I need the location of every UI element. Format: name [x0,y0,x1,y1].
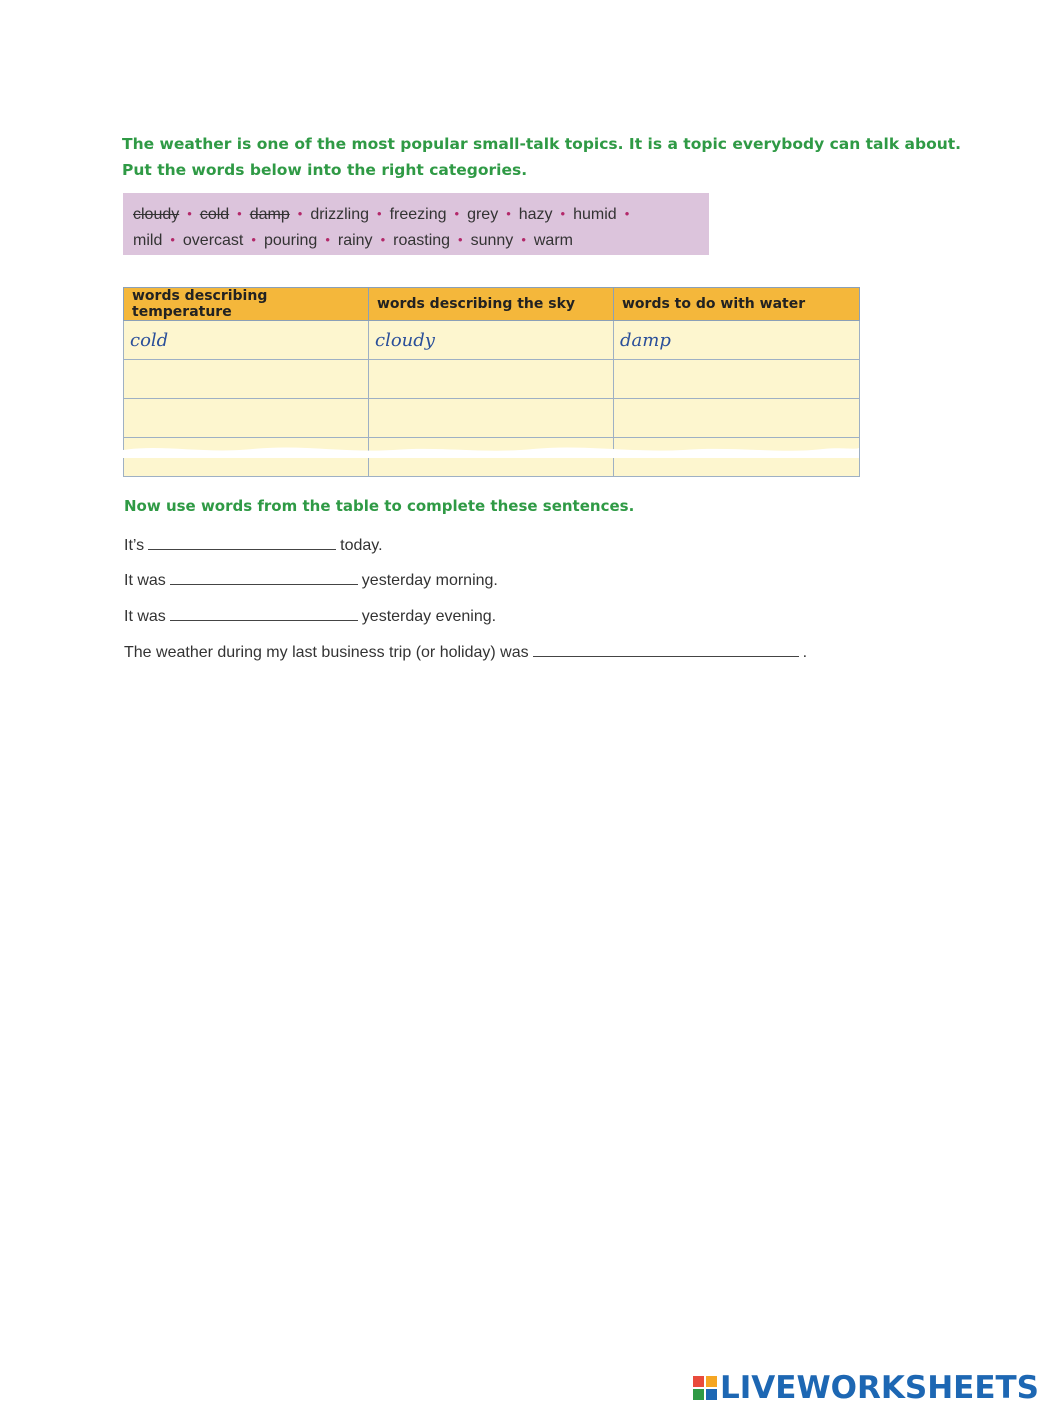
answer-blank-2[interactable] [170,570,358,585]
liveworksheets-logo [693,1372,1039,1404]
torn-edge [123,444,859,458]
sentence-1 [124,535,383,555]
sentence-3 [124,606,496,626]
word-bank-word: humid [573,206,617,223]
word-bank-word: drizzling [310,206,370,223]
table-row [124,360,860,399]
sentence-4 [124,642,807,662]
sentence-2 [124,570,498,590]
bullet-separator: • [458,232,463,247]
word-bank-word: damp [249,206,290,223]
word-bank-word: cloudy [133,206,180,223]
bullet-separator: • [521,232,526,247]
answer-blank-1[interactable] [148,535,336,550]
bullet-separator: • [297,206,303,221]
bullet-separator: • [380,232,386,247]
cell-sky[interactable]: cloudy [369,321,614,360]
bullet-separator: • [237,206,242,221]
answer-blank-4[interactable] [533,642,799,657]
cell-water[interactable] [614,399,860,438]
category-table [123,287,859,457]
bullet-separator: • [377,206,382,221]
header-sky: words describing the sky [369,288,614,321]
bullet-separator: • [454,206,460,221]
cell-water[interactable]: damp [614,321,860,360]
word-bank-line-1 [133,201,699,227]
bullet-separator: • [506,206,511,221]
logo-square [706,1376,717,1387]
bullet-separator: • [187,206,192,221]
bullet-separator: • [170,232,175,247]
logo-text: LIVEWORKSHEETS [720,1370,1039,1406]
instruction-line-2: Put the words below into the right categories. [122,161,528,179]
word-bank-word: freezing [389,206,447,223]
logo-square [693,1389,704,1400]
word-bank-word: overcast [182,232,244,249]
instruction-line-1: The weather is one of the most popular small-talk topics. It is a topic everybody can talk about. [122,135,962,153]
header-water: words to do with water [614,288,860,321]
word-bank [123,193,709,255]
logo-square [693,1376,704,1387]
logo-square [706,1389,717,1400]
bullet-separator: • [251,232,256,247]
logo-grid-icon [693,1376,717,1400]
sentence-3-start: It was [124,608,166,625]
sentence-1-start: It’s [124,537,145,554]
word-bank-word: roasting [393,232,451,249]
word-bank-word: hazy [518,206,553,223]
word-bank-word: rainy [337,232,373,249]
sentence-4-end: . [802,644,808,661]
bullet-separator: • [325,232,330,247]
word-bank-word: sunny [470,232,514,249]
cell-temperature[interactable] [124,399,369,438]
sentence-1-end: today. [340,537,383,554]
word-bank-word: warm [533,232,573,249]
cell-sky[interactable] [369,399,614,438]
word-bank-word: mild [133,232,163,249]
sentences-title: Now use words from the table to complete these sentences. [124,497,635,515]
instructions [122,131,962,183]
table-row [124,321,860,360]
sentence-3-end: yesterday evening. [361,608,497,625]
bullet-separator: • [560,206,566,221]
answer-blank-3[interactable] [170,606,358,621]
word-bank-word: pouring [263,232,318,249]
cell-water[interactable] [614,360,860,399]
bullet-separator: • [624,206,630,221]
cell-sky[interactable] [369,360,614,399]
word-bank-word: grey [467,206,499,223]
cell-temperature[interactable] [124,360,369,399]
header-temperature: words describing temperature [124,288,369,321]
word-bank-line-2 [133,227,699,253]
sentence-2-end: yesterday morning. [361,572,498,589]
table-header-row [124,288,860,321]
word-bank-word: cold [199,206,230,223]
cell-temperature[interactable]: cold [124,321,369,360]
table-row [124,399,860,438]
sentence-2-start: It was [124,572,166,589]
sentence-4-start: The weather during my last business trip (or holiday) was [124,644,529,661]
